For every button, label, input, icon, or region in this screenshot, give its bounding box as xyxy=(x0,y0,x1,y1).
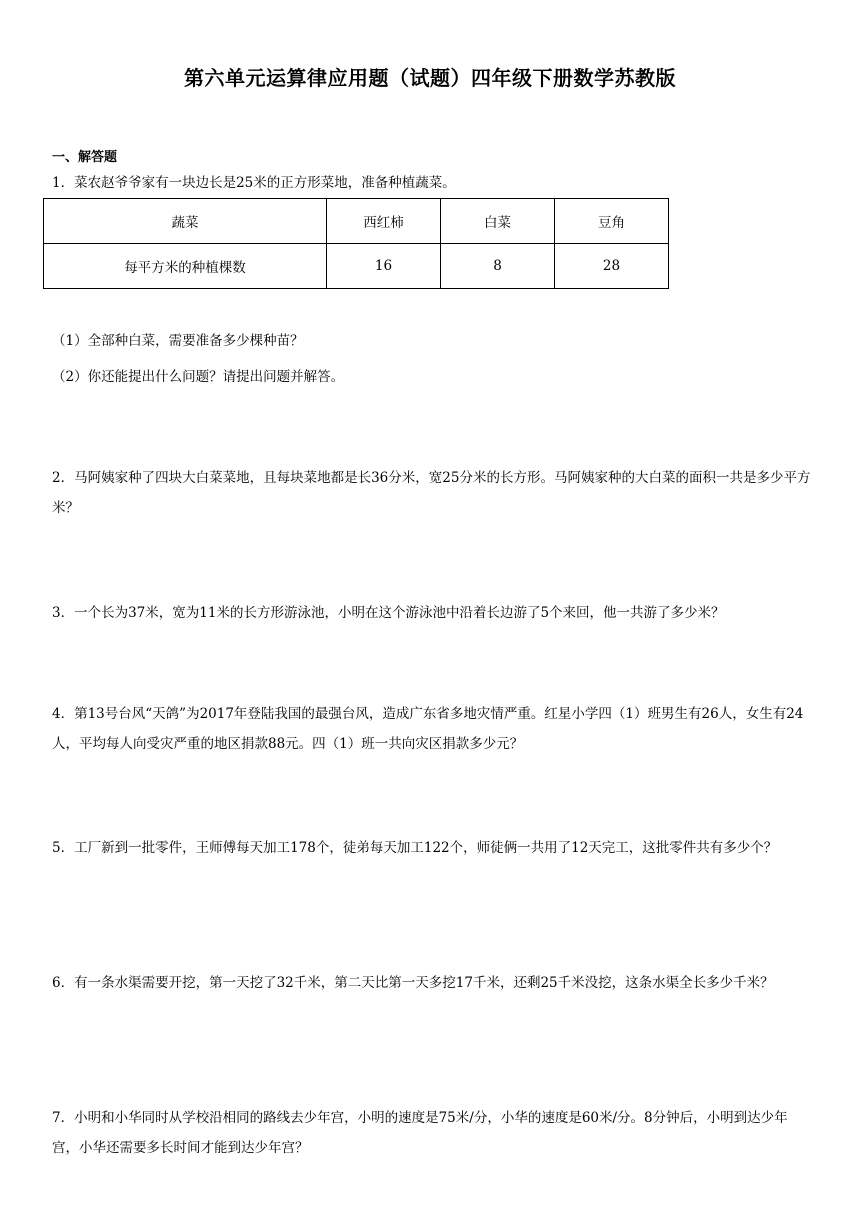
table-header-cell: 蔬菜 xyxy=(44,199,327,244)
table-cell: 8 xyxy=(441,244,555,289)
question-7: 7．小明和小华同时从学校沿相同的路线去少年宫，小明的速度是75米/分，小华的速度是60米/分。8分钟后，小明到达少年宫，小华还需要多长时间才能到达少年宫？ xyxy=(52,1110,788,1156)
section-heading: 一、解答题 xyxy=(52,150,118,165)
question-5: 5．工厂新到一批零件，王师傅每天加工178个，徒弟每天加工122个，师徒俩一共用了12天完工，这批零件共有多少个？ xyxy=(52,840,778,856)
table-header-cell: 豆角 xyxy=(555,199,669,244)
table-cell: 28 xyxy=(555,244,669,289)
page-title: 第六单元运算律应用题（试题）四年级下册数学苏教版 xyxy=(184,66,676,90)
table-header-row xyxy=(44,199,669,244)
planting-table xyxy=(43,198,669,289)
table-header-cell: 白菜 xyxy=(441,199,555,244)
table-cell: 16 xyxy=(327,244,441,289)
table-row xyxy=(44,244,669,289)
question-6: 6．有一条水渠需要开挖，第一天挖了32千米，第二天比第一天多挖17千米，还剩25千米没挖，这条水渠全长多少千米？ xyxy=(52,975,774,991)
question-1: 1．菜农赵爷爷家有一块边长是25米的正方形菜地，准备种植蔬菜。 xyxy=(52,175,456,191)
question-3: 3．一个长为37米，宽为11米的长方形游泳池，小明在这个游泳池中沿着长边游了5个来回，他一共游了多少米？ xyxy=(52,605,725,621)
question-2: 2．马阿姨家种了四块大白菜菜地，且每块菜地都是长36分米，宽25分米的长方形。马阿姨家种的大白菜的面积一共是多少平方米？ xyxy=(52,470,811,516)
table-row-label: 每平方米的种植棵数 xyxy=(44,244,327,289)
table-header-cell: 西红柿 xyxy=(327,199,441,244)
question-4: 4．第13号台风“天鸽”为2017年登陆我国的最强台风，造成广东省多地灾情严重。红星小学四（1）班男生有26人，女生有24人，平均每人向受灾严重的地区捐款88元。四（1）班一共向灾区捐款多少元？ xyxy=(52,706,804,752)
question-1-part-2: （2）你还能提出什么问题？请提出问题并解答。 xyxy=(52,369,345,385)
question-1-part-1: （1）全部种白菜，需要准备多少棵种苗？ xyxy=(52,333,304,349)
